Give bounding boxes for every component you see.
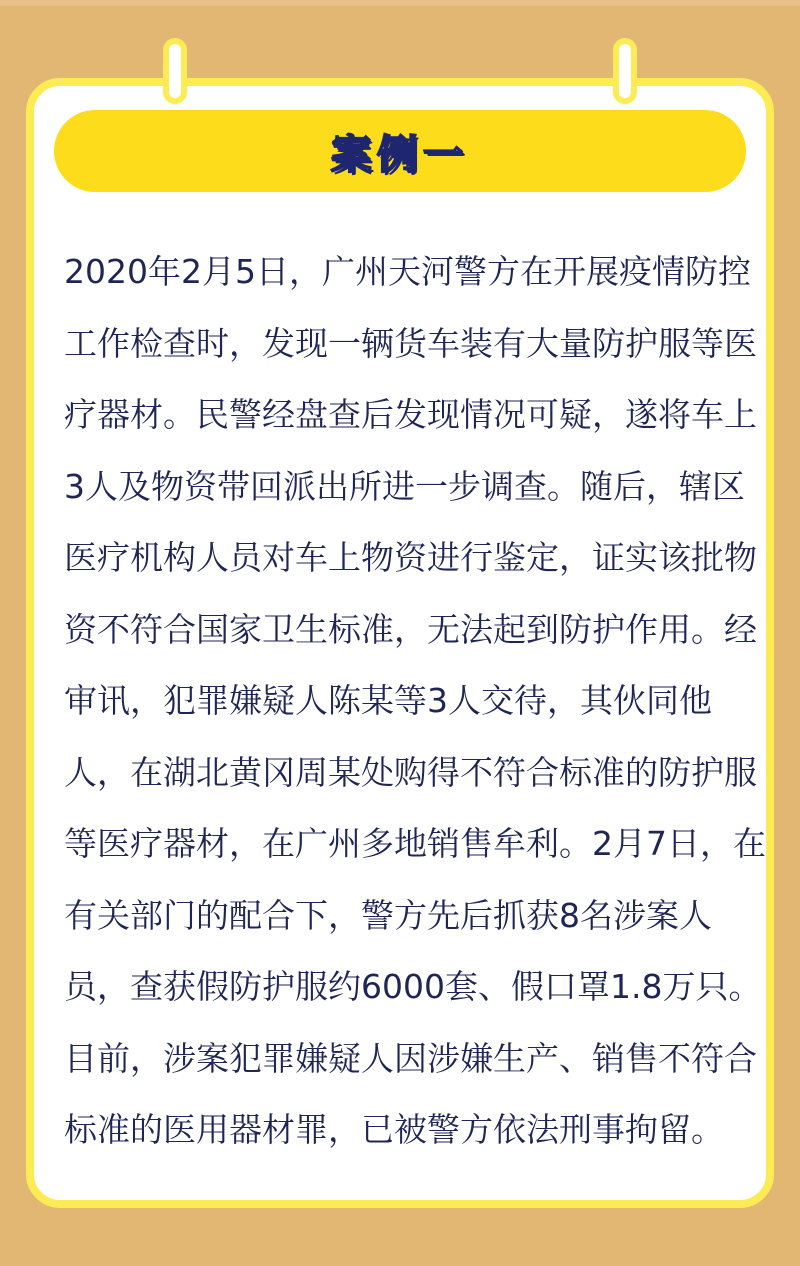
binder-ring-left <box>163 38 187 104</box>
text-line: 工作检查时，发现一辆货车装有大量防护服等医 <box>64 323 757 363</box>
text-line: 有关部门的配合下，警方先后抓获8名涉案人 <box>64 895 712 935</box>
title-banner <box>54 110 746 192</box>
text-line: 目前，涉案犯罪嫌疑人因涉嫌生产、销售不符合 <box>64 1038 757 1078</box>
text-line: 资不符合国家卫生标准，无法起到防护作用。经 <box>64 609 757 649</box>
text-line: 人，在湖北黄冈周某处购得不符合标准的防护服 <box>64 752 757 792</box>
case-description <box>64 236 766 1166</box>
text-line: 审讯，犯罪嫌疑人陈某等3人交待，其伙同他 <box>64 681 712 720</box>
text-line: 医疗机构人员对车上物资进行鉴定，证实该批物 <box>64 538 757 577</box>
text-line: 疗器材。民警经盘查后发现情况可疑，遂将车上 <box>64 395 757 434</box>
binder-ring-right <box>613 38 637 104</box>
text-line: 标准的医用器材罪，已被警方依法刑事拘留。 <box>64 1110 724 1149</box>
text-line: 员，查获假防护服约6000套、假口罩1.8万只。 <box>64 967 762 1006</box>
top-edge-stripe <box>0 0 800 6</box>
text-line: 3人及物资带回派出所进一步调查。随后，辖区 <box>64 466 745 506</box>
case-title: 案例一 <box>331 131 469 178</box>
text-line: 2020年2月5日，广州天河警方在开展疫情防控 <box>64 252 751 291</box>
text-line: 等医疗器材，在广州多地销售牟利。2月7日，在 <box>64 824 766 863</box>
